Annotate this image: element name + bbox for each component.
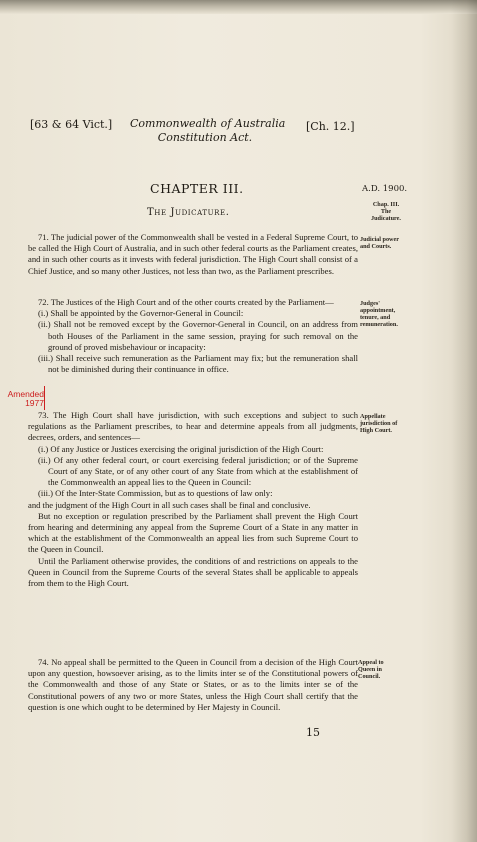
section-73-item-ii: (ii.) Of any other federal court, or court exercising federal jurisdiction; or of the Supreme Court of any State, or of any other court of any State from which at the establishment of the Commonwealth an appeal lies to the Queen in Council:: [38, 454, 358, 488]
margin-note-73-line-1: Appellate: [360, 413, 386, 420]
section-72-item-iii: (iii.) Shall receive such remuneration as the Parliament may fix; but the remuneration shall not be diminished during their continuance in office.: [38, 353, 358, 375]
header-title: [130, 117, 286, 145]
amendment-note: [2, 390, 44, 407]
section-73-intro: 73. The High Court shall have jurisdiction, with such exceptions and subject to such regulations as the Parliament prescribes, to hear and determine appeals from all judgments, decrees, orders, and sentences—: [28, 410, 358, 443]
section-73-paragraph-2: But no exception or regulation prescribed by the Parliament shall prevent the High Court from hearing and determining any appeal from the Supreme Court of a State in any matter in which at the establishment of the Commonwealth an appeal lies from such Supreme Court to the Queen in Council.: [28, 510, 358, 555]
header-regnal-year: [63 & 64 Vict.]: [30, 118, 113, 131]
margin-note-74-line-1: Appeal to: [358, 659, 384, 666]
margin-chapter-ref-line-1: Chap. III.: [372, 201, 400, 208]
section-72-item-i: (i.) Shall be appointed by the Governor-General in Council:: [38, 308, 244, 319]
page-right-edge: [451, 0, 477, 842]
margin-note-73-line-2: jurisdiction of: [360, 420, 398, 427]
margin-note-73: [360, 413, 397, 434]
margin-note-72-line-1: Judges': [360, 300, 380, 307]
margin-chapter-ref-line-2: The: [380, 208, 392, 215]
margin-note-74-line-3: Council.: [358, 673, 381, 680]
section-73-conclusion: and the judgment of the High Court in all such cases shall be final and conclusive.: [28, 499, 311, 510]
section-72: [28, 297, 358, 375]
header-title-line-1: Commonwealth of Australia: [130, 117, 286, 130]
section-71: [28, 232, 358, 277]
page-number: 15: [306, 726, 320, 739]
section-73-paragraph-3: Until the Parliament otherwise provides, the conditions of and restrictions on appeals to the Queen in Council from the Supreme Courts of the several States shall be applicable to appeals from them to the High Court.: [28, 555, 358, 589]
margin-note-72-line-2: appointment,: [360, 307, 396, 314]
section-73: [28, 410, 358, 589]
section-74: [28, 657, 358, 713]
section-73-item-iii: (iii.) Of the Inter-State Commission, but as to questions of law only:: [38, 488, 273, 499]
margin-note-72-line-3: tenure, and: [360, 314, 391, 321]
section-71-text: 71. The judicial power of the Commonwealth shall be vested in a Federal Supreme Court, to be called the High Court of Australia, and in such other federal courts as the Parliament creates, and in such other courts as it invests with federal jurisdiction. The High Court shall consist of a Chief Justice, and so many other Justices, not less than two, as the Parliament prescribes.: [28, 232, 358, 276]
margin-note-71-line-2: and Courts.: [360, 243, 392, 250]
year-label: A.D. 1900.: [362, 184, 408, 194]
margin-note-74: [358, 659, 384, 680]
amendment-note-line-2: 1977: [25, 397, 44, 408]
amendment-marker-line: [44, 386, 45, 410]
section-74-text: 74. No appeal shall be permitted to the Queen in Council from a decision of the High Court upon any question, howsoever arising, as to the limits inter se of the Constitutional powers of the Commonwealth and those of any State or States, or as to the limits inter se of the Constitutional powers of any two or more States, unless the High Court shall certify that the question is one which ought to be determined by Her Majesty in Council.: [28, 657, 358, 712]
margin-chapter-ref-line-3: Judicature.: [371, 215, 401, 222]
section-73-item-i: (i.) Of any Justice or Justices exercising the original jurisdiction of the High Court:: [38, 443, 324, 454]
margin-note-71: [360, 236, 399, 250]
margin-note-74-line-2: Queen in: [358, 666, 382, 673]
header-chapter-ref: [Ch. 12.]: [306, 120, 355, 133]
page-top-edge: [0, 0, 477, 14]
chapter-subtitle: The Judicature.: [147, 207, 230, 218]
margin-note-73-line-3: High Court.: [360, 427, 392, 434]
section-72-intro: 72. The Justices of the High Court and of the other courts created by the Parliament—: [38, 297, 334, 307]
chapter-title: CHAPTER III.: [150, 181, 244, 196]
amendment-note-line-1: Amended: [7, 389, 44, 399]
margin-note-72-line-4: remuneration.: [360, 321, 398, 328]
margin-note-71-line-1: Judicial power: [360, 236, 400, 243]
margin-note-72: [360, 300, 398, 328]
header-title-line-2: Constitution Act.: [157, 131, 253, 144]
section-72-item-ii: (ii.) Shall not be removed except by the Governor-General in Council, on an address from both Houses of the Parliament in the same session, praying for such removal on the ground of proved misbehaviour or incapacity:: [38, 319, 358, 352]
margin-chapter-ref: [366, 201, 406, 222]
